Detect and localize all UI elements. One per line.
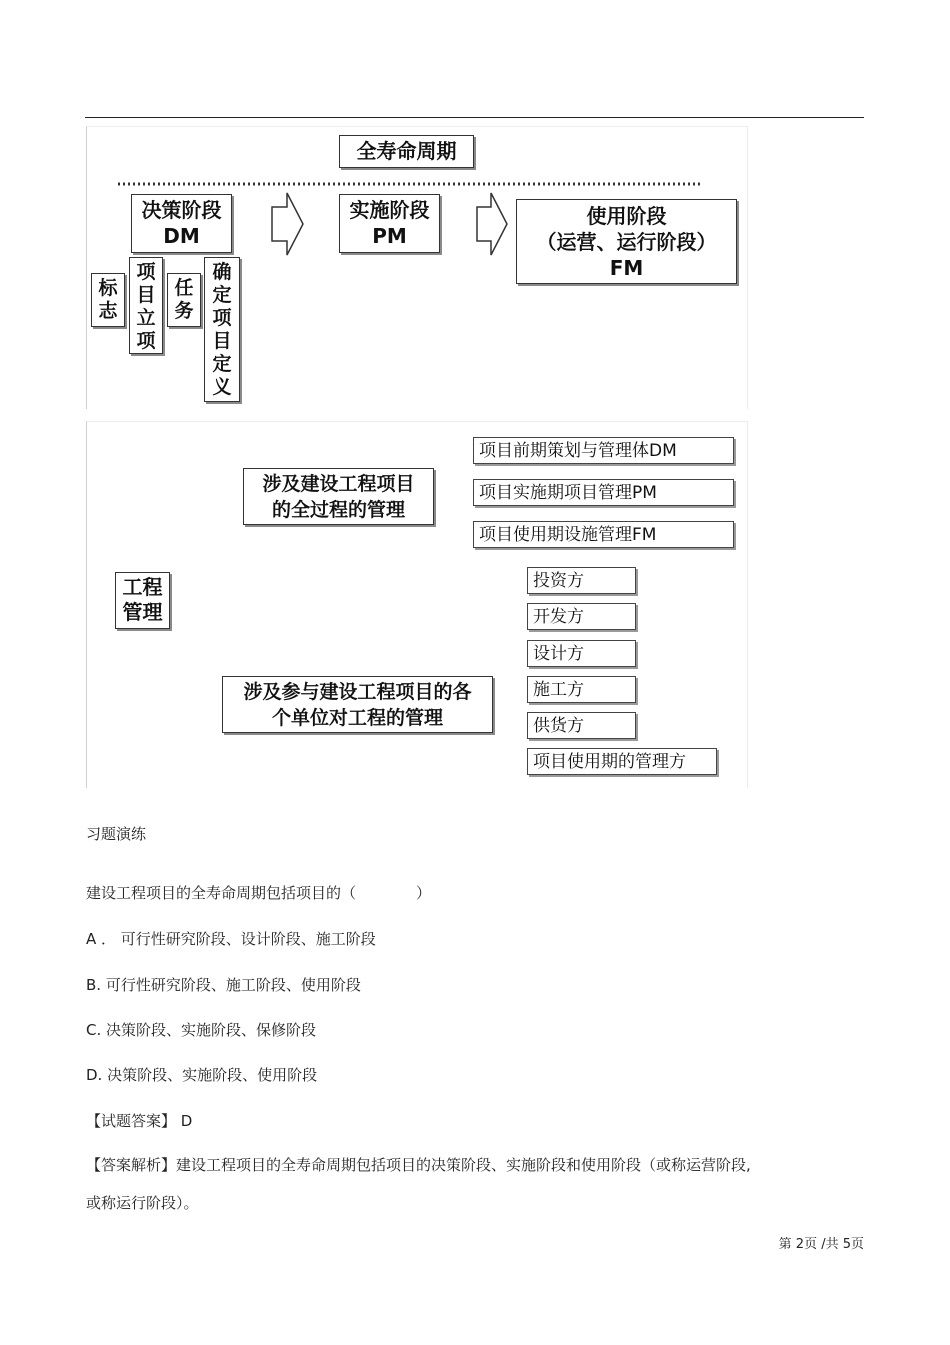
sub-item-marker xyxy=(91,273,125,327)
phase-arrow-1 xyxy=(272,193,303,255)
analysis-line-2: 或称运行阶段）。 xyxy=(86,1194,199,1212)
item-supplier: 供货方 xyxy=(527,712,636,739)
phase-usage xyxy=(516,199,737,284)
page-number: 第 2页 /共 5页 xyxy=(778,1237,864,1252)
sub-item-task xyxy=(167,273,201,327)
branch-participants-line2: 个单位对工程的管理 xyxy=(271,707,443,729)
management-root-text: 工程管理 xyxy=(122,575,163,624)
branch-whole-process-line2: 的全过程的管理 xyxy=(271,499,405,521)
item-early-planning-dm: 项目前期策划与管理体DM xyxy=(473,437,734,464)
phase-arrow-2 xyxy=(477,193,507,255)
phase-implementation-code: PM xyxy=(372,224,407,248)
option-d: D. 决策阶段、实施阶段、使用阶段 xyxy=(86,1066,318,1084)
sub-item-task-text: 任务 xyxy=(174,277,194,322)
item-designer: 设计方 xyxy=(527,640,636,667)
option-b: B. 可行性研究阶段、施工阶段、使用阶段 xyxy=(86,976,361,994)
item-contractor: 施工方 xyxy=(527,676,636,703)
phase-decision-name: 决策阶段 xyxy=(141,198,222,222)
option-a: A ． 可行性研究阶段、设计阶段、施工阶段 xyxy=(86,930,376,948)
phase-implementation-name: 实施阶段 xyxy=(349,198,430,222)
sub-item-marker-text: 标志 xyxy=(98,277,118,322)
exercise-heading: 习题演练 xyxy=(86,825,147,843)
item-implementation-pm: 项目实施期项目管理PM xyxy=(473,479,734,506)
analysis-line-1: 【答案解析】建设工程项目的全寿命周期包括项目的决策阶段、实施阶段和使用阶段（或称运营阶段, xyxy=(86,1156,751,1174)
item-operation-manager: 项目使用期的管理方 xyxy=(527,748,717,775)
phase-usage-note: （运营、运行阶段） xyxy=(536,230,717,254)
branch-whole-process xyxy=(243,468,434,525)
sub-item-approval xyxy=(129,257,163,354)
lifecycle-title: 全寿命周期 xyxy=(339,135,474,168)
branch-whole-process-line1: 涉及建设工程项目 xyxy=(262,473,415,495)
phase-usage-name: 使用阶段 xyxy=(586,204,667,228)
phase-decision-code: DM xyxy=(163,224,200,248)
phase-usage-code: FM xyxy=(609,256,644,280)
item-facility-fm: 项目使用期设施管理FM xyxy=(473,521,734,548)
exercise-question: 建设工程项目的全寿命周期包括项目的（ ） xyxy=(86,884,432,902)
branch-participants-line1: 涉及参与建设工程项目的各 xyxy=(243,681,472,703)
sub-item-approval-text: 项目立项 xyxy=(136,261,156,352)
answer: 【试题答案】 D xyxy=(86,1112,193,1130)
item-developer: 开发方 xyxy=(527,603,636,630)
sub-item-definition xyxy=(204,257,240,402)
option-c: C. 决策阶段、实施阶段、保修阶段 xyxy=(86,1021,317,1039)
management-root xyxy=(115,572,170,629)
phase-decision xyxy=(131,194,232,253)
item-investor: 投资方 xyxy=(527,567,636,594)
branch-participants xyxy=(222,676,493,733)
sub-item-definition-text: 确定项目定义 xyxy=(212,261,232,398)
phase-implementation xyxy=(339,194,440,253)
